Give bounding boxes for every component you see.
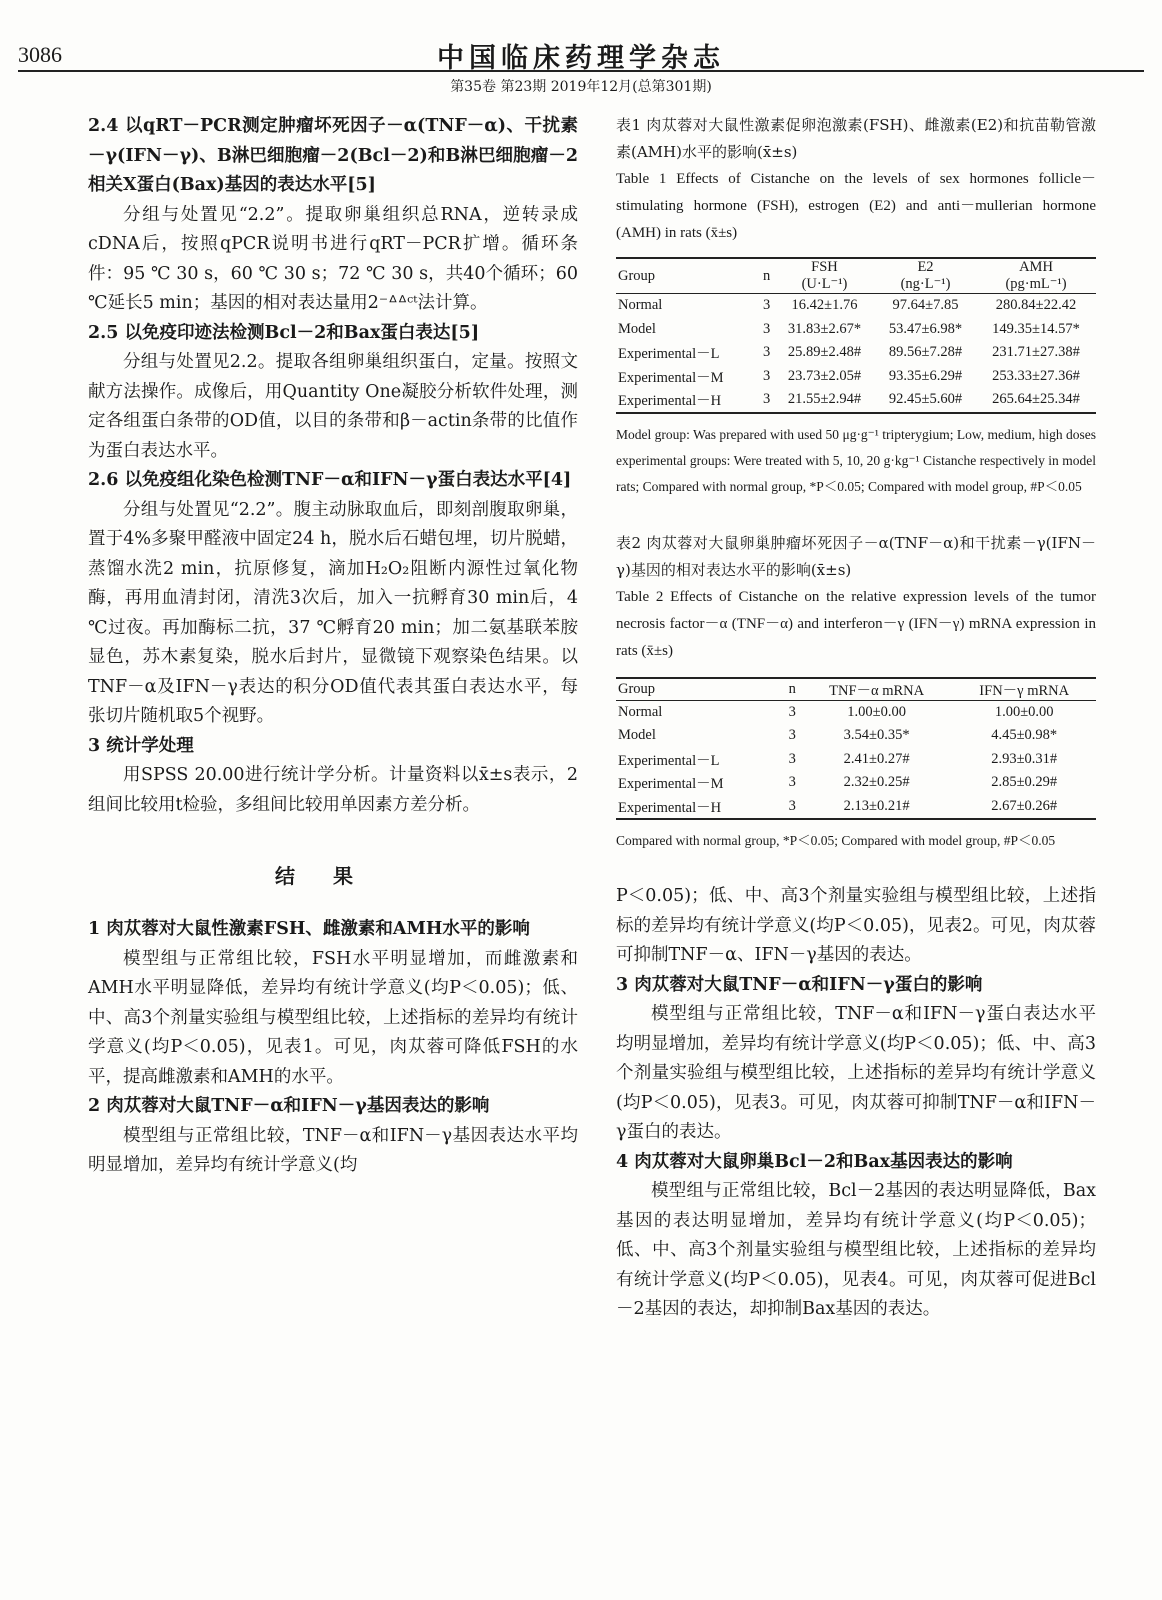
- table-1-cell: Normal: [618, 297, 663, 314]
- result-1-title: 1 肉苁蓉对大鼠性激素FSH、雌激素和AMH水平的影响: [88, 919, 530, 939]
- table-1-cell: 25.89±2.48#: [787, 344, 862, 361]
- table-2-body: [616, 700, 1096, 819]
- table-1: [616, 257, 1096, 414]
- section-3-body: 用SPSS 20.00进行统计学分析。计量资料以x̄±s表示，2组间比较用t检验，多组间比较用单因素方差分析。: [88, 765, 578, 815]
- table-1-row: [616, 341, 1096, 365]
- result-3-title: 3 肉苁蓉对大鼠TNF－α和IFN－γ蛋白的影响: [616, 974, 983, 995]
- table-2-cell: 3: [788, 797, 796, 814]
- table-1-cell: 92.45±5.60#: [888, 391, 963, 408]
- table-1-cell: Model: [618, 320, 656, 337]
- table-1-note: Model group: Was prepared with used 50 μg·g⁻¹ tripterygium; Low, medium, high doses experimental groups: Were treated with 5, 10, 20 g·kg⁻¹ Cistanche respectively in model rats; Compared with normal group, *P＜0.05; Compared with model group, #P＜0.05: [616, 426, 1096, 494]
- table-2-cell: 2.32±0.25#: [843, 774, 910, 791]
- table-2-cell: Normal: [618, 703, 663, 720]
- table-1-header-e2: E2: [917, 259, 934, 275]
- table-2-cell: 3: [788, 727, 796, 744]
- result-2-body: 模型组与正常组比较，TNF－α和IFN－γ基因表达水平均明显增加，差异均有统计学意义(均: [88, 1125, 578, 1175]
- table-1-caption-en: Table 1 Effects of Cistanche on the levels of sex hormones follicle－stimulating hormone (FSH), estrogen (E2) and anti－mullerian hormone (AMH) in rats (x̄±s): [616, 171, 1096, 241]
- table-1-cell: 31.83±2.67*: [787, 320, 862, 337]
- table-2-cell: 2.93±0.31#: [991, 750, 1058, 767]
- table-1-cell: 3: [762, 320, 771, 337]
- table-2-cell: Experimental－L: [618, 752, 720, 769]
- result-4-title: 4 肉苁蓉对大鼠卵巢Bcl－2和Bax基因表达的影响: [616, 1151, 1013, 1172]
- table-1-cell: 3: [762, 344, 771, 361]
- issue-info: 第35卷 第23期 2019年12月(总第301期): [450, 79, 712, 95]
- table-2-cell: Model: [618, 727, 656, 744]
- table-1-cell: Experimental－H: [618, 393, 722, 410]
- table-2-cell: 3: [788, 750, 796, 767]
- result-2-title: 2 肉苁蓉对大鼠TNF－α和IFN－γ基因表达的影响: [88, 1096, 490, 1116]
- table-2-caption-en: Table 2 Effects of Cistanche on the relative expression levels of the tumor necrosis factor－α (TNF－α) and interferon－γ (IFN－γ) mRNA expression in rats (x̄±s): [616, 588, 1096, 659]
- header-rule: [18, 70, 1144, 72]
- table-1-cell: 89.56±7.28#: [888, 344, 963, 361]
- table-1-unit-e2: (ng·L⁻¹): [875, 276, 976, 294]
- table-1-unit-fsh: (U·L⁻¹): [774, 276, 875, 294]
- table-1-row: [616, 388, 1096, 413]
- table-1-unit-amh: (pg·mL⁻¹): [976, 276, 1096, 294]
- table-1-cell: Experimental－L: [618, 346, 720, 363]
- table-2-cell: 2.67±0.26#: [991, 797, 1058, 814]
- table-1-caption-cn: 表1 肉苁蓉对大鼠性激素促卵泡激素(FSH)、雌激素(E2)和抗苗勒管激素(AMH)水平的影响(x̄±s): [616, 116, 1096, 161]
- table-1-row: [616, 294, 1096, 318]
- table-2-cell: 2.41±0.27#: [843, 750, 910, 767]
- table-2-row: [616, 700, 1096, 724]
- table-1-header-n: n: [759, 258, 774, 294]
- section-2-5-body: 分组与处置见2.2。提取各组卵巢组织蛋白，定量。按照文献方法操作。成像后，用Quantity One凝胶分析软件处理，测定各组蛋白条带的OD值，以目的条带和β－actin条带的比值作为蛋白表达水平。: [88, 352, 578, 461]
- result-4-body: 模型组与正常组比较，Bcl－2基因的表达明显降低，Bax基因的表达明显增加，差异均有统计学意义(均P＜0.05)；低、中、高3个剂量实验组与模型组比较，上述指标的差异均有统计学意义(均P＜0.05)，见表4。可见，肉苁蓉可促进Bcl－2基因的表达，却抑制Bax基因的表达。: [616, 1181, 1096, 1319]
- table-1-cell: 53.47±6.98*: [888, 320, 963, 337]
- table-1-cell: 265.64±25.34#: [992, 391, 1080, 408]
- section-2-6-body: 分组与处置见“2.2”。腹主动脉取血后，即刻剖腹取卵巢，置于4%多聚甲醛液中固定24 h，脱水后石蜡包埋，切片脱蜡，蒸馏水洗2 min，抗原修复，滴加H₂O₂阻断内源性过氧化物酶，再用血清封闭，清洗3次后，加入一抗孵育30 min后，4 ℃过夜。再加酶标二抗，37 ℃孵育20 min；加二氨基联苯胺显色，苏木素复染，脱水后封片，显微镜下观察染色结果。以TNF－α及IFN－γ表达的积分OD值代表其蛋白表达水平，每张切片随机取5个视野。: [88, 499, 578, 726]
- results-heading: 结果: [275, 864, 391, 888]
- table-2-cell: 1.00±0.00: [847, 703, 906, 720]
- section-2-6-title: 2.6 以免疫组化染色检测TNF－α和IFN－γ蛋白表达水平[4]: [88, 470, 572, 490]
- table-1-cell: Experimental－M: [618, 369, 724, 386]
- table-2-cell: Experimental－M: [618, 776, 724, 793]
- table-2-header-group: Group: [616, 678, 784, 701]
- table-1-cell: 3: [762, 391, 771, 408]
- table-2-cell: Experimental－H: [618, 799, 722, 816]
- table-2-cell: 3: [788, 703, 796, 720]
- table-2-cell: 3: [788, 774, 796, 791]
- table-2-row: [616, 795, 1096, 820]
- result-2-continued: P＜0.05)；低、中、高3个剂量实验组与模型组比较，上述指标的差异均有统计学意义(均P＜0.05)，见表2。可见，肉苁蓉可抑制TNF－α、IFN－γ基因的表达。: [616, 886, 1096, 965]
- table-2-row: [616, 748, 1096, 772]
- table-1-cell: 21.55±2.94#: [787, 391, 862, 408]
- table-1-row: [616, 365, 1096, 389]
- table-2-cell: 1.00±0.00: [994, 703, 1054, 720]
- page-number: 3086: [18, 42, 62, 67]
- table-1-body: [616, 294, 1096, 413]
- table-2-header-ifn: IFN－γ mRNA: [952, 678, 1096, 701]
- table-1-cell: 149.35±14.57*: [992, 320, 1080, 337]
- table-1-cell: 93.35±6.29#: [888, 367, 963, 384]
- section-2-5-title: 2.5 以免疫印迹法检测Bcl－2和Bax蛋白表达[5]: [88, 322, 480, 343]
- table-2-header-tnf: TNF－α mRNA: [801, 678, 953, 701]
- table-2-row: [616, 724, 1096, 748]
- table-2-caption-cn: 表2 肉苁蓉对大鼠卵巢肿瘤坏死因子－α(TNF－α)和干扰素－γ(IFN－γ)基因的相对表达水平的影响(x̄±s): [616, 533, 1096, 579]
- table-1-header-amh: AMH: [1019, 259, 1053, 275]
- table-1-cell: 253.33±27.36#: [992, 367, 1080, 384]
- result-3-body: 模型组与正常组比较，TNF－α和IFN－γ蛋白表达水平均明显增加，差异均有统计学意义(均P＜0.05)；低、中、高3个剂量实验组与模型组比较，上述指标的差异均有统计学意义(均P＜0.05)，见表3。可见，肉苁蓉可抑制TNF－α和IFN－γ蛋白的表达。: [616, 1004, 1096, 1142]
- section-2-4-title: 2.4 以qRT－PCR测定肿瘤坏死因子－α(TNF－α)、干扰素－γ(IFN－γ)、B淋巴细胞瘤－2(Bcl－2)和B淋巴细胞瘤－2相关X蛋白(Bax)基因的表达水平[5]: [88, 116, 578, 195]
- journal-title: 中国临床药理学杂志: [437, 43, 725, 74]
- right-column: [616, 112, 1096, 1325]
- section-2-4-body: 分组与处置见“2.2”。提取卵巢组织总RNA，逆转录成cDNA后，按照qPCR说明书进行qRT－PCR扩增。循环条件：95 ℃ 30 s，60 ℃ 30 s；72 ℃ 30 s，共40个循环；60 ℃延长5 min；基因的相对表达量用2⁻ᐞᐞᶜᵗ法计算。: [88, 204, 578, 313]
- table-1-header-group: Group: [616, 258, 759, 294]
- table-1-header-fsh: FSH: [811, 259, 838, 275]
- table-2-cell: 3.54±0.35*: [843, 727, 910, 744]
- table-2-note: Compared with normal group, *P＜0.05; Compared with model group, #P＜0.05: [616, 833, 1056, 848]
- table-1-cell: 16.42±1.76: [791, 297, 858, 314]
- table-1-cell: 280.84±22.42: [995, 297, 1077, 314]
- table-1-row: [616, 318, 1096, 342]
- left-column: [88, 112, 578, 1181]
- result-1-body: 模型组与正常组比较，FSH水平明显增加，而雌激素和AMH水平明显降低，差异均有统计学意义(均P＜0.05)；低、中、高3个剂量实验组与模型组比较，上述指标的差异均有统计学意义(均P＜0.05)，见表1。可见，肉苁蓉可降低FSH的水平，提高雌激素和AMH的水平。: [88, 948, 578, 1087]
- section-3-title: 3 统计学处理: [88, 735, 194, 756]
- table-2-cell: 2.85±0.29#: [991, 774, 1058, 791]
- table-2-cell: 4.45±0.98*: [991, 727, 1058, 744]
- table-1-cell: 3: [762, 367, 771, 384]
- table-2-row: [616, 771, 1096, 795]
- table-1-cell: 97.64±7.85: [892, 297, 959, 314]
- table-2: [616, 677, 1096, 821]
- table-1-cell: 3: [762, 297, 771, 314]
- table-2-header-n: n: [784, 678, 801, 701]
- table-2-cell: 2.13±0.21#: [843, 797, 910, 814]
- table-1-cell: 23.73±2.05#: [787, 367, 862, 384]
- table-1-cell: 231.71±27.38#: [992, 344, 1080, 361]
